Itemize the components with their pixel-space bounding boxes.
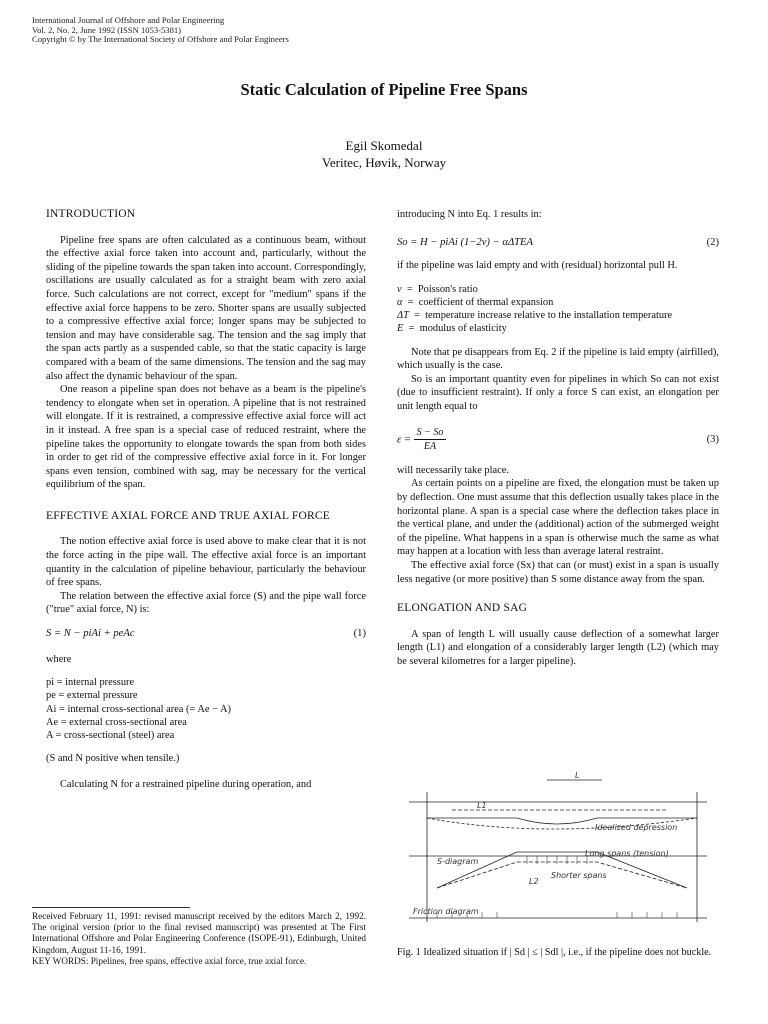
footnote-rule bbox=[32, 907, 190, 908]
where-label: where bbox=[46, 653, 72, 665]
figure-1-diagram bbox=[397, 772, 727, 937]
heading-effective-axial-force: EFFECTIVE AXIAL FORCE AND TRUE AXIAL FORCE bbox=[46, 509, 330, 522]
label-shorter-spans: Shorter spans bbox=[551, 871, 607, 880]
symbol-definition: Poisson's ratio bbox=[417, 283, 478, 295]
symbol-item: α = coefficient of thermal expansion bbox=[397, 296, 554, 308]
label-L2: L2 bbox=[529, 877, 539, 886]
eq2-intro: introducing N into Eq. 1 results in: bbox=[397, 209, 542, 220]
journal-name: International Journal of Offshore and Polar Engineering bbox=[32, 15, 225, 25]
definition-item: Ae = external cross-sectional area bbox=[46, 716, 187, 728]
symbol-definition: temperature increase relative to the installation temperature bbox=[425, 310, 673, 322]
journal-volume: Vol. 2, No. 2, June 1992 (ISSN 1053-5381) bbox=[32, 24, 182, 35]
equation-1 bbox=[46, 627, 366, 641]
keywords: KEY WORDS: Pipelines, free spans, effective axial force, true axial force. bbox=[32, 955, 307, 966]
equation-2-number: (2) bbox=[706, 236, 719, 248]
symbol: ν bbox=[397, 283, 402, 295]
symbol: E bbox=[397, 323, 404, 335]
symbol-item: ν = Poisson's ratio bbox=[397, 283, 478, 295]
figure-1-caption: Fig. 1 Idealized situation if | Sd | ≤ | Sdl |, i.e., if the pipeline does not buckle. bbox=[397, 947, 712, 958]
equation-3-body bbox=[397, 426, 446, 454]
right-column bbox=[397, 208, 719, 668]
symbol-definition: modulus of elasticity bbox=[419, 323, 507, 335]
intro-paragraph-2: One reason a pipeline span does not behave as a beam is the pipeline's tendency to elongate when set in operation. A pipeline that is not restrained will elongate. If it is restrained, a compressive effective axial force will act in it instead. A free span is a special case of reduced restraint, where the pipeline takes the opportunity to elongate towards the span from both sides in order to get rid of the compressive effective axial force in it. For longer spans even tension, combined with sag, may be necessary for the vertical equilibrium of the span. bbox=[46, 384, 366, 491]
effective-paragraph-1: The notion effective axial force is used above to make clear that it is not the force acting in the pipe wall. The effective axial force is an important quantity in the calculation of pipeline behaviour, particularly the behaviour of free spans. bbox=[46, 536, 366, 589]
symbol-item: E = modulus of elasticity bbox=[397, 323, 507, 335]
eq2-explanation: if the pipeline was laid empty and with (residual) horizontal pull H. bbox=[397, 260, 678, 272]
symbol: α bbox=[397, 296, 403, 308]
footnote bbox=[32, 911, 366, 967]
label-long-spans: Long spans (tension) bbox=[585, 849, 669, 858]
received-note: Received February 11, 1991: revised manuscript received by the editors March 2, 1992. The original version (prior to the final revised manuscript) was presented at The First International Offshore and Polar Engineering Conference (ISOPE-91), Edinburgh, United Kingdom, August 11-16, 1991. bbox=[32, 911, 366, 955]
journal-header bbox=[32, 16, 289, 45]
equation-2 bbox=[397, 236, 719, 250]
definition-item: Ai = internal cross-sectional area (= Ae − A) bbox=[46, 703, 231, 715]
symbol-item: ΔT = temperature increase relative to the installation temperature bbox=[397, 310, 673, 322]
label-L: L bbox=[575, 772, 580, 780]
sign-convention-note: (S and N positive when tensile.) bbox=[46, 753, 180, 765]
effective-paragraph-3: Calculating N for a restrained pipeline during operation, and bbox=[60, 778, 312, 790]
paper-title: Static Calculation of Pipeline Free Spans bbox=[240, 80, 528, 99]
author-name: Egil Skomedal bbox=[345, 138, 423, 153]
heading-introduction: INTRODUCTION bbox=[46, 208, 136, 220]
label-L1: L1 bbox=[477, 801, 487, 810]
equation-3-fraction bbox=[414, 426, 447, 454]
left-column bbox=[46, 208, 366, 791]
definition-list bbox=[46, 676, 366, 742]
so-paragraph: So is an important quantity even for pipelines in which So can not exist (due to insufficient restraint). If only a force S can exist, an elongation per unit length equal to bbox=[397, 373, 719, 412]
journal-copyright: Copyright © by The International Society of Offshore and Polar Engineers bbox=[32, 34, 289, 45]
equation-3 bbox=[397, 426, 719, 454]
heading-elongation-and-sag: ELONGATION AND SAG bbox=[397, 602, 528, 615]
label-s-diagram: S-diagram bbox=[437, 857, 479, 866]
equation-2-body: So = H − piAi (1−2ν) − αΔTEA bbox=[397, 236, 533, 248]
symbol-list bbox=[397, 283, 719, 336]
fixed-points-paragraph: As certain points on a pipeline are fixed, the elongation must be taken up by deflection. One must assume that this deflection usually takes place in the horizontal plane. A span is a special case where the deflection takes place in the vertical plane, and under the (additional) action of the submerged weight of the pipeline. What happens in a span is otherwise much the same as what may happen at a location with less than average lateral restraint. bbox=[397, 478, 719, 558]
label-idealized-depression: Idealized depression bbox=[595, 823, 678, 832]
equation-1-body: S = N − piAi + peAc bbox=[46, 628, 135, 640]
definition-item: A = cross-sectional (steel) area bbox=[46, 730, 175, 742]
span-paragraph: A span of length L will usually cause deflection of a somewhat larger length (L1) and elongation of a considerably larger length (L2) (which may be several kilometres for a larger pipeline). bbox=[397, 628, 719, 667]
label-friction-diagram: Friction diagram bbox=[413, 907, 479, 916]
effective-span-paragraph: The effective axial force (Sx) that can (or must) exist in a span is usually less negative (or more positive) than S some distance away from the span. bbox=[397, 559, 719, 585]
symbol: ΔT bbox=[397, 310, 409, 322]
symbol-definition: coefficient of thermal expansion bbox=[418, 296, 554, 308]
note-paragraph: Note that pe disappears from Eq. 2 if the pipeline is laid empty (airfilled), which usually is the case. bbox=[397, 346, 719, 372]
author-block bbox=[0, 137, 768, 171]
definition-item: pi = internal pressure bbox=[46, 677, 135, 689]
will-paragraph: will necessarily take place. bbox=[397, 464, 509, 476]
equation-3-lhs: ε = bbox=[397, 434, 411, 446]
equation-1-number: (1) bbox=[353, 628, 366, 640]
effective-paragraph-2: The relation between the effective axial force (S) and the pipe wall force ("true" axial force, N) is: bbox=[46, 590, 366, 616]
equation-3-number: (3) bbox=[706, 433, 719, 445]
definition-item: pe = external pressure bbox=[46, 690, 138, 702]
intro-paragraph-1: Pipeline free spans are often calculated as a continuous beam, without the effective axial force taken into account and, particularly, without the sliding of the pipeline towards the span taken into account. Correspondingly, oscillations are usually calculated as for a straight beam with zero axial force. Such calculations are not correct, except for "medium" spans if the effective axial force happens to be zero. Shorter spans are usually subjected to a compressive effective axial force; longer spans may be subjected to tension and may have considerable sag. The tension and the sag imply that the span acts partly as a suspended cable, so that the static capacity is large compared with a beam of the same dimensions. The tension and the sag may also affect the dynamic behaviour of the span. bbox=[46, 234, 366, 382]
equation-3-numerator: S − So bbox=[414, 426, 447, 441]
author-affiliation: Veritec, Høvik, Norway bbox=[321, 155, 447, 170]
equation-3-denominator: EA bbox=[423, 441, 437, 453]
